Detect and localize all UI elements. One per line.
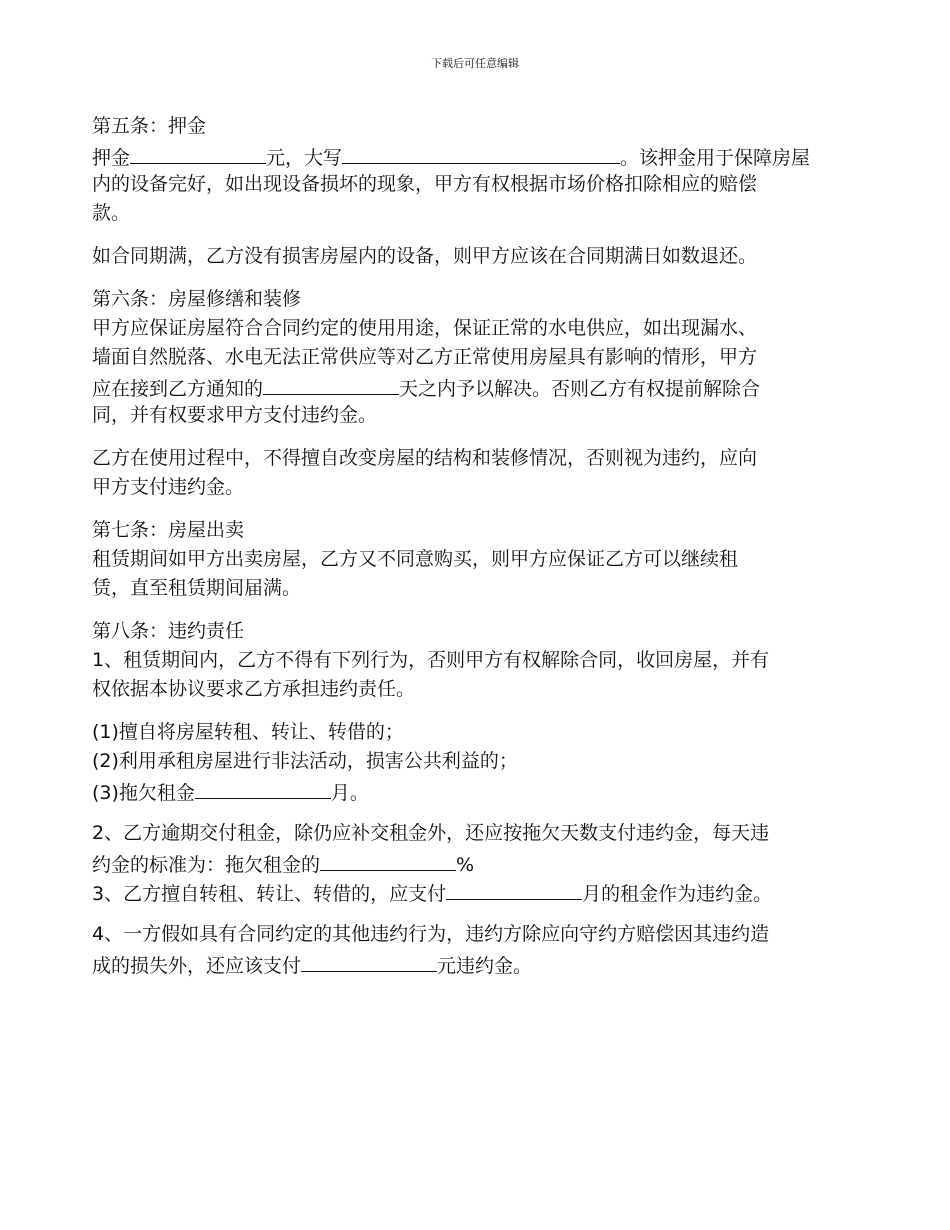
- other-breach-amount-blank: [301, 949, 437, 972]
- article-6-line-2: 墙面自然脱落、水电无法正常供应等对乙方正常使用房屋具有影响的情形，甲方: [92, 346, 758, 368]
- repair-days-blank: [263, 372, 399, 395]
- article-5-line-1: [92, 141, 882, 170]
- article-8-sub-1: (1)擅自将房屋转租、转让、转借的；: [92, 721, 404, 743]
- deposit-amount-blank: [130, 141, 266, 164]
- article-5-line-3: 款。: [92, 202, 131, 224]
- article-8-sub-3: [92, 776, 882, 805]
- article-8-item-4-line-2: [92, 949, 882, 978]
- document-body: [92, 112, 882, 978]
- text: 应在接到乙方通知的: [92, 378, 264, 400]
- article-6-line-4: 同，并有权要求甲方支付违约金。: [92, 404, 378, 426]
- article-8-item-2-line-2: [92, 848, 882, 877]
- article-8-item-4-line-1: 4、一方假如具有合同约定的其他违约行为，违约方除应向守约方赔偿因其违约造: [92, 923, 770, 945]
- article-6-paragraph-2-line-2: 甲方支付违约金。: [92, 476, 245, 498]
- article-5-line-2: 内的设备完好，如出现设备损坏的现象，甲方有权根据市场价格扣除相应的赔偿: [92, 173, 758, 195]
- article-8-item-1-line-1: 1、租赁期间内，乙方不得有下列行为，否则甲方有权解除合同，收回房屋，并有: [92, 649, 770, 671]
- deposit-amount-words-blank: [342, 141, 620, 164]
- text: 天之内予以解决。否则乙方有权提前解除合: [399, 378, 761, 400]
- article-8-item-3: [92, 877, 882, 906]
- article-6-line-3: [92, 372, 882, 401]
- text: 月。: [330, 782, 369, 804]
- text: (3)拖欠租金: [92, 782, 195, 804]
- article-8-item-2-line-1: 2、乙方逾期交付租金，除仍应补交租金外，还应按拖欠天数支付违约金，每天违: [92, 822, 770, 844]
- article-5-title: 第五条：押金: [92, 115, 207, 137]
- article-8-sub-2: (2)利用承租房屋进行非法活动，损害公共利益的；: [92, 750, 518, 772]
- text: 。该押金用于保障房屋: [620, 147, 811, 169]
- text: %: [456, 854, 475, 876]
- text: 元违约金。: [437, 955, 533, 977]
- article-8-title: 第八条：违约责任: [92, 620, 245, 642]
- text: 月的租金作为违约金。: [582, 883, 773, 905]
- page-header: 下载后可任意编辑: [431, 57, 519, 70]
- article-7-title: 第七条：房屋出卖: [92, 519, 245, 541]
- article-6-paragraph-2-line-1: 乙方在使用过程中，不得擅自改变房屋的结构和装修情况，否则视为违约，应向: [92, 447, 758, 469]
- sublet-penalty-months-blank: [446, 877, 582, 900]
- article-5-paragraph-2: 如合同期满，乙方没有损害房屋内的设备，则甲方应该在合同期满日如数退还。: [92, 245, 758, 267]
- arrears-months-blank: [195, 776, 331, 799]
- text: 押金: [92, 147, 131, 169]
- text: 成的损失外，还应该支付: [92, 955, 302, 977]
- article-6-title: 第六条：房屋修缮和装修: [92, 288, 302, 310]
- text: 3、乙方擅自转租、转让、转借的，应支付: [92, 883, 447, 905]
- text: 约金的标准为：拖欠租金的: [92, 854, 321, 876]
- article-8-item-1-line-2: 权依据本协议要求乙方承担违约责任。: [92, 678, 416, 700]
- article-7-line-1: 租赁期间如甲方出卖房屋，乙方又不同意购买，则甲方应保证乙方可以继续租: [92, 548, 739, 570]
- penalty-rate-blank: [320, 848, 456, 871]
- text: 元，大写: [266, 147, 343, 169]
- article-6-line-1: 甲方应保证房屋符合合同约定的使用用途，保证正常的水电供应，如出现漏水、: [92, 317, 758, 339]
- article-7-line-2: 赁，直至租赁期间届满。: [92, 577, 302, 599]
